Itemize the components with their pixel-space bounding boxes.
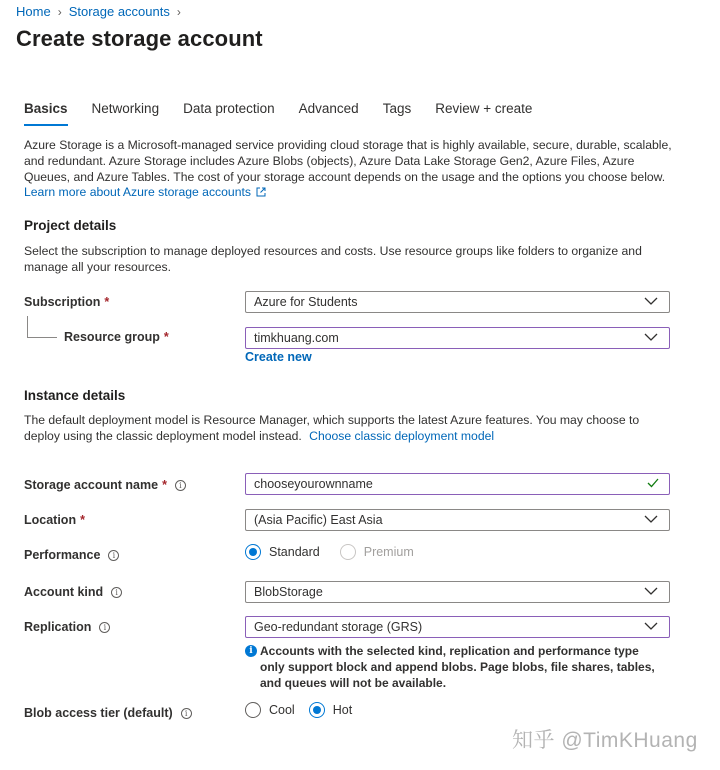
required-mark: *: [104, 295, 110, 309]
performance-label: [24, 548, 119, 562]
location-dropdown[interactable]: [245, 509, 670, 531]
chevron-right-icon: ›: [176, 4, 181, 19]
required-mark: *: [162, 478, 167, 492]
instance-description-text: The default deployment model is Resource Manager, which supports the latest Azure features. You may choose to deploy using the classic deployment model instead.: [24, 413, 640, 443]
blob-tier-cool-radio[interactable]: [245, 702, 261, 718]
info-icon[interactable]: i: [99, 622, 110, 633]
classic-deployment-link[interactable]: Choose classic deployment model: [309, 429, 495, 443]
blob-tier-cool-label: Cool: [269, 703, 295, 717]
resource-group-label-text: Resource group: [64, 330, 160, 344]
info-icon[interactable]: i: [175, 480, 186, 491]
chevron-down-icon: [643, 331, 659, 345]
storage-account-name-value: chooseyourownname: [254, 477, 373, 491]
subscription-label-text: Subscription: [24, 295, 101, 309]
performance-radio-group: [245, 544, 414, 560]
info-filled-icon: i: [245, 645, 257, 657]
replication-label-text: Replication: [24, 620, 92, 634]
performance-standard-radio[interactable]: [245, 544, 261, 560]
info-icon[interactable]: i: [111, 587, 122, 598]
watermark: 知乎 @TimKHuang: [512, 729, 698, 752]
chevron-down-icon: [643, 620, 659, 634]
replication-value: Geo-redundant storage (GRS): [254, 620, 423, 634]
account-kind-label-text: Account kind: [24, 585, 104, 599]
blob-tier-hot-radio[interactable]: [309, 702, 325, 718]
performance-standard-label: Standard: [269, 545, 320, 559]
resource-group-value: timkhuang.com: [254, 331, 339, 345]
create-new-link[interactable]: Create new: [245, 350, 312, 364]
project-details-description: Select the subscription to manage deployed resources and costs. Use resource groups like folders to organize and manage all your resources.: [24, 244, 642, 274]
tab-networking[interactable]: Networking: [91, 101, 160, 116]
storage-account-name-label: [24, 478, 186, 492]
subscription-label: [24, 295, 109, 309]
replication-label: [24, 620, 110, 634]
instance-details-heading: Instance details: [24, 388, 126, 403]
breadcrumb-storage-accounts-link[interactable]: Storage accounts: [68, 4, 170, 19]
chevron-right-icon: ›: [57, 4, 62, 19]
tab-advanced[interactable]: Advanced: [298, 101, 359, 116]
location-value: (Asia Pacific) East Asia: [254, 513, 383, 527]
storage-name-label-text: Storage account name: [24, 478, 159, 492]
chevron-down-icon: [643, 513, 659, 527]
intro-description: Azure Storage is a Microsoft-managed service providing cloud storage that is highly available, secure, durable, scalable, and redundant. Azure Storage includes Azure Blobs (objects), Azure Data Lake Storage Gen2, Azure Files, Azure Queues, and Azure Tables. The cost of your storage account depends on the usage and the options you choose below.: [24, 138, 672, 184]
project-details-heading: Project details: [24, 218, 117, 233]
performance-premium-radio[interactable]: [340, 544, 356, 560]
info-icon[interactable]: i: [108, 550, 119, 561]
tree-connector: [27, 316, 57, 338]
subscription-value: Azure for Students: [254, 295, 358, 309]
breadcrumb: [16, 4, 188, 19]
learn-more-link[interactable]: Learn more about Azure storage accounts: [24, 185, 251, 199]
breadcrumb-home-link[interactable]: Home: [16, 4, 51, 19]
subscription-dropdown[interactable]: [245, 291, 670, 313]
info-icon[interactable]: i: [181, 708, 192, 719]
tab-basics[interactable]: Basics: [24, 101, 68, 125]
account-kind-value: BlobStorage: [254, 585, 323, 599]
chevron-down-icon: [643, 585, 659, 599]
performance-label-text: Performance: [24, 548, 101, 562]
required-mark: *: [80, 513, 85, 527]
resource-group-dropdown[interactable]: [245, 327, 670, 349]
blob-access-tier-radio-group: [245, 702, 352, 718]
tab-bar: [24, 101, 556, 125]
chevron-down-icon: [643, 295, 659, 309]
tab-review-create[interactable]: Review + create: [435, 101, 533, 116]
replication-note-text: Accounts with the selected kind, replication and performance type only support block and append blobs. Page blobs, file shares, tables, and queues will not be available.: [260, 644, 655, 690]
replication-dropdown[interactable]: [245, 616, 670, 638]
page-title: Create storage account: [16, 26, 263, 51]
performance-premium-label: Premium: [363, 545, 414, 559]
location-label: [24, 513, 85, 527]
required-mark: *: [163, 330, 169, 344]
checkmark-icon: [647, 477, 659, 491]
replication-info-note: [245, 643, 665, 691]
learn-more-row: [24, 184, 674, 200]
tab-data-protection[interactable]: Data protection: [183, 101, 275, 116]
blob-tier-hot-label: Hot: [332, 703, 353, 717]
blob-tier-label-text: Blob access tier (default): [24, 706, 173, 720]
external-link-icon: [256, 187, 266, 197]
instance-details-description: [24, 412, 674, 444]
blob-access-tier-label: [24, 706, 192, 720]
storage-account-name-input[interactable]: [245, 473, 670, 495]
location-label-text: Location: [24, 513, 77, 527]
account-kind-label: [24, 585, 122, 599]
account-kind-dropdown[interactable]: [245, 581, 670, 603]
resource-group-label: [64, 330, 169, 344]
tab-tags[interactable]: Tags: [382, 101, 412, 116]
